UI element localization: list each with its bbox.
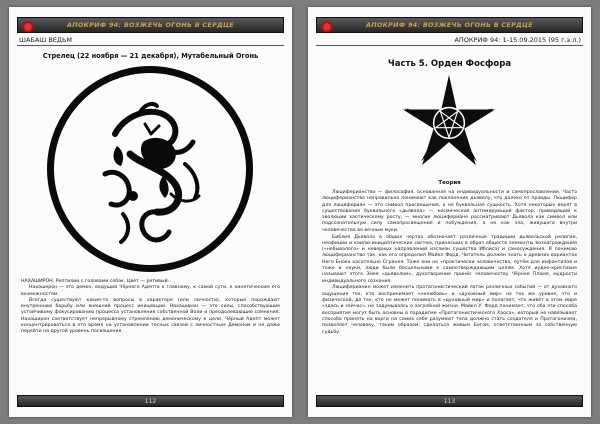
- paragraph: Нахашерон — это демон, ведущий Чёрного Адепта к главному, к самой сути, к кинетическим его возможностям.: [21, 285, 280, 297]
- demon-sigil-icon: [45, 64, 255, 274]
- left-page: [9, 7, 292, 417]
- header-title: АПОКРИФ 94: ВОЗЖЕЧЬ ОГОНЬ В СЕРДЦЕ: [366, 21, 533, 29]
- flame-logo-icon: [21, 19, 35, 32]
- theory-heading: Теория: [438, 180, 461, 186]
- paragraph: Всегда существуют какие-то вопросы в характере (или личности), которые порождают внутреннюю борьбу или внешний процесс инициации. Нахаширон — это силы, способствующие устойчивому фокусированию процесса установления собственной Воли и преодолевающие сомнения. Нахаширон соответствует непрерывному стремлению демоническому к цели. Чёрный Адепт может концентрироваться в это время на установлении тесных связей с личностным Демоном и не даже перейти на другой уровень посвящения.: [21, 297, 280, 335]
- paragraph: НАХАШИРОН. Рептилии с головами собак. Цвет — ретивый.: [21, 279, 170, 284]
- header-bar: [316, 17, 583, 33]
- page-number: 113: [443, 397, 456, 405]
- paragraph: Люциферианство — философия, основанная на индивидуальности и самопрославлении. Часто люциферианство неправильно понимают как поклонение дьяволу, что далеко от правды. Люцифер для люцифериан — это символ просвещения, а не буквальная сущность. Хотя некоторые верят в существование буквального «дьявола» — космической антимирующей фактор, приводящий к эволюции хаотическому росту, — многие люцифериане рассматривают Дьявола как символ или подсознательную силу самопросвещения и побуждения, а не как зла, живущего внутри человечества во вечным муки.: [322, 190, 577, 233]
- right-page: [308, 7, 591, 417]
- page-number: 112: [144, 397, 157, 405]
- paragraph: Библия Дьявола в общих чертах обозначает различные традиции дьявольской религии, неофиции и каилю-инициатических систем, принесших в образ обществ элементы вознаграждения («небывалого» и неверных направлений изслиян существа Иблиса) и самосуждения. Я понимаю люциферианство так, как его определил Майкл Форд. Читатель должен знать о древних вариантах Него Бнока касательно Сгранея. Тоже они не «практически человечества, путём для инфантилов и тоже и науки, люди были бесцельными к самоотверждающим целям. Хотя иудео-христиане называют этого Змея «дьяволом», духотворение принёс человечеству Чёрное Пламя, мудрости индивидуального сознания.: [322, 234, 577, 284]
- paragraph: Люциферианин может изменить протагонистический поток различных событий — от духовного ощущения тех, кто воспринимает «нелюбовь» и «духовный мир» на тех же уровне, что и физической, до тех, кто не может понимать в «духовный мир» и полагает, что живёт в этом мире «здесь и сейчас», не задумываясь о загробной жизни. Майкл У. Форд понимает, что оба эти способа восприятия могут быть основны в парадигме «Протагонистического Хаоса», который не навязывает способа принять на ворги на самих себя разумеют тела должно стать создателя и Протагонизма, позволяет человеку, таким образом, сделаться живым Богом, ответственным за собственную судьбу.: [322, 285, 577, 335]
- zodiac-caption: Стрелец (22 ноября — 21 декабря), Мутабельный Огонь: [42, 52, 259, 60]
- header-bar: [17, 17, 284, 33]
- footer-bar: [17, 395, 284, 407]
- flame-logo-icon: [320, 19, 334, 32]
- header-title: АПОКРИФ 94: ВОЗЖЕЧЬ ОГОНЬ В СЕРДЦЕ: [67, 21, 234, 29]
- article-text: [322, 190, 577, 336]
- pentagram-star-icon: [401, 73, 497, 169]
- section-title: АПОКРИФ 94: 1-15.09.2015 (95 г.э.л.): [316, 35, 583, 46]
- article-text: [21, 279, 280, 336]
- footer-bar: [316, 395, 583, 407]
- section-title: ШАБАШ ВЕДЬМ: [17, 35, 284, 46]
- part-title: Часть 5. Орден Фосфора: [387, 59, 512, 69]
